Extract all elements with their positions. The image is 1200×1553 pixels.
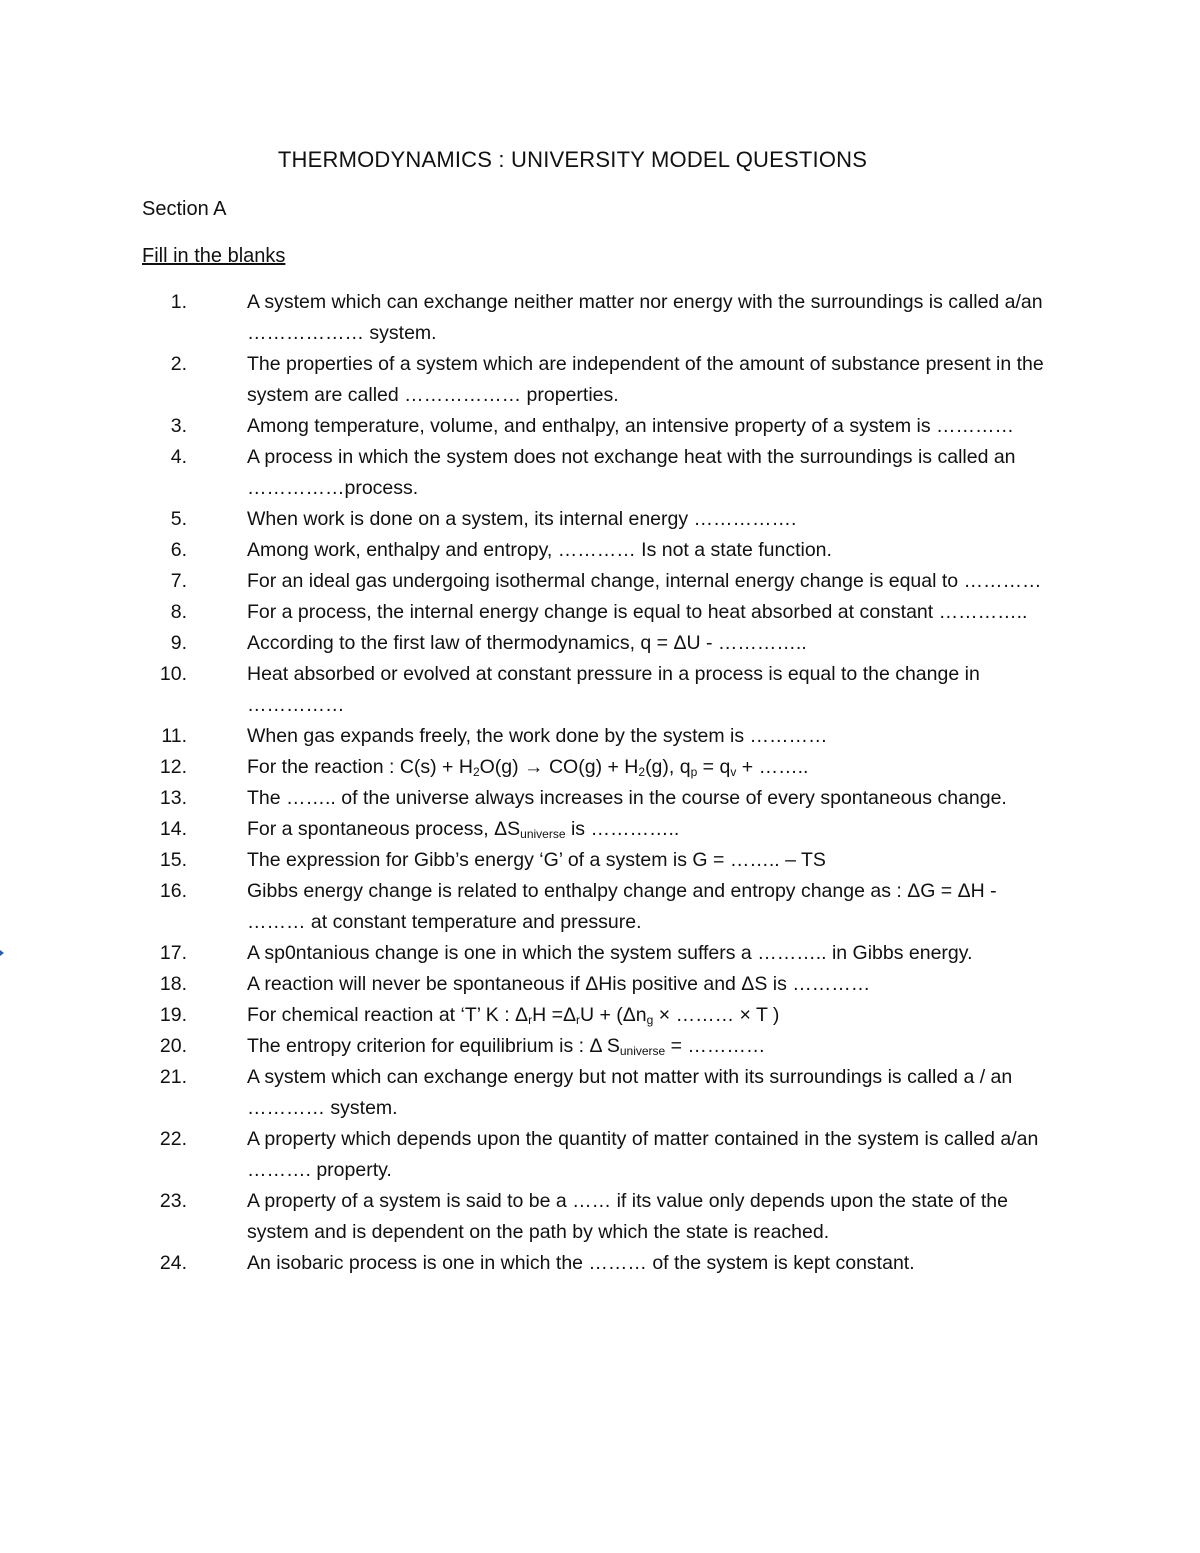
question-text: Heat absorbed or evolved at constant pressure in a process is equal to the change in ……………: [247, 663, 980, 716]
question-number: 6.: [170, 539, 187, 561]
question-number: 15.: [159, 849, 187, 871]
question-item: [0, 411, 1047, 442]
question-text: Among work, enthalpy and entropy, ………… Is not a state function.: [247, 539, 832, 561]
question-number: 8.: [170, 601, 187, 623]
question-text: A property which depends upon the quantity of matter contained in the system is called a/an ………. property.: [247, 1128, 1039, 1181]
question-item: [0, 349, 1047, 411]
margin-marker-icon: [0, 950, 4, 956]
question-item: [0, 1186, 1047, 1248]
question-item: [0, 752, 1047, 783]
question-text: The …….. of the universe always increases in the course of every spontaneous change.: [247, 787, 1007, 809]
question-number: 21.: [159, 1066, 187, 1088]
question-text: For chemical reaction at ‘T’ K : $\Delta_rH =\Delta_rU + (\Delta n_g$ × ……… × T ): [247, 1004, 780, 1027]
question-item: [0, 597, 1047, 628]
question-item: [0, 845, 1047, 876]
question-number: 3.: [170, 415, 187, 437]
question-item: [0, 938, 1047, 969]
question-text: A property of a system is said to be a …… if its value only depends upon the state of the system and is dependent on the path by which the state is reached.: [247, 1190, 1008, 1243]
question-number: 12.: [159, 756, 187, 778]
question-number: 10.: [159, 663, 187, 685]
question-item: [0, 659, 1047, 721]
question-number: 1.: [170, 291, 187, 313]
question-number: 4.: [170, 446, 187, 468]
question-number: 23.: [159, 1190, 187, 1212]
question-number: 19.: [159, 1004, 187, 1026]
question-text: When work is done on a system, its internal energy …………….: [247, 508, 797, 530]
question-item: [0, 628, 1047, 659]
question-text: A sp0ntanious change is one in which the system suffers a ……….. in Gibbs energy.: [247, 942, 973, 964]
question-text: Among temperature, volume, and enthalpy, an intensive property of a system is …………: [247, 415, 1014, 437]
question-item: [0, 535, 1047, 566]
question-item: [0, 721, 1047, 752]
question-text: The properties of a system which are independent of the amount of substance present in the system are called ……………… properties.: [247, 353, 1044, 406]
question-text: An isobaric process is one in which the ……… of the system is kept constant.: [247, 1252, 915, 1274]
question-number: 22.: [159, 1128, 187, 1150]
section-label: Section A: [142, 198, 227, 220]
question-number: 18.: [159, 973, 187, 995]
question-number: 13.: [159, 787, 187, 809]
question-item: [0, 442, 1047, 504]
question-text: For a spontaneous process, $\Delta S_{universe}$ is …………..: [247, 818, 680, 841]
question-item: [0, 566, 1047, 597]
question-item: [0, 969, 1047, 1000]
question-item: [0, 1248, 1047, 1279]
question-text: For the reaction : $C(s) + H_2O(g) \to CO(g) + H_2(g)$, $q_p = q_v$ + ……..: [247, 756, 809, 779]
question-text: Gibbs energy change is related to enthalpy change and entropy change as : ΔG = ΔH - ……… at constant temperature and pressure.: [247, 880, 997, 933]
question-text: For an ideal gas undergoing isothermal change, internal energy change is equal to …………: [247, 570, 1042, 592]
question-item: [0, 1031, 1047, 1062]
question-text: The entropy criterion for equilibrium is : Δ $S_{universe}$ = …………: [247, 1035, 766, 1058]
question-item: [0, 504, 1047, 535]
question-number: 11.: [161, 725, 187, 747]
question-item: [0, 287, 1047, 349]
question-item: [0, 1062, 1047, 1124]
question-number: 9.: [170, 632, 187, 654]
question-list: [0, 287, 1100, 1279]
question-text: A system which can exchange energy but not matter with its surroundings is called a / an ………… system.: [247, 1066, 1013, 1119]
question-number: 2.: [170, 353, 187, 375]
question-number: 20.: [159, 1035, 187, 1057]
question-text: The expression for Gibb’s energy ‘G’ of a system is G = …….. – TS: [247, 849, 826, 871]
fill-in-blanks-heading: Fill in the blanks: [142, 245, 286, 267]
question-number: 14.: [159, 818, 187, 840]
question-item: [0, 876, 1047, 938]
question-text: A system which can exchange neither matter nor energy with the surroundings is called a/an ……………… system.: [247, 291, 1043, 344]
question-text: For a process, the internal energy change is equal to heat absorbed at constant …………..: [247, 601, 1028, 623]
page-title: THERMODYNAMICS : UNIVERSITY MODEL QUESTIONS: [277, 147, 868, 172]
question-text: When gas expands freely, the work done by the system is …………: [247, 725, 828, 747]
question-number: 16.: [159, 880, 187, 902]
question-text: A reaction will never be spontaneous if ΔHis positive and ΔS is …………: [247, 973, 871, 995]
question-number: 5.: [170, 508, 187, 530]
question-number: 17.: [159, 942, 187, 964]
question-item: [0, 1124, 1047, 1186]
question-number: 24.: [159, 1252, 187, 1274]
question-number: 7.: [170, 570, 187, 592]
question-text: A process in which the system does not exchange heat with the surroundings is called an ……………process.: [247, 446, 1016, 499]
question-text: According to the first law of thermodynamics, q = ΔU - …………..: [247, 632, 807, 654]
question-item: [0, 783, 1047, 814]
question-item: [0, 1000, 1047, 1031]
question-item: [0, 814, 1047, 845]
